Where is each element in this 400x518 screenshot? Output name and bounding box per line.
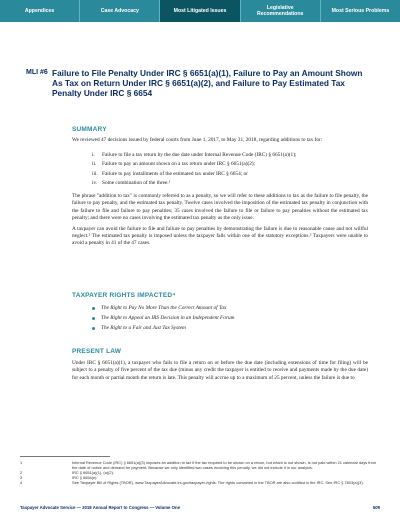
list-number: i. [92,152,95,158]
footnote-number: 3 [20,475,23,480]
summary-paragraph: The phrase "addition to tax" is commonly referred to as a penalty, so we will refer to these additions to tax as the failure to file penalty, the failure to pay penalty, and the estimated tax penalty. Twelve cases involved the imposition of the estimated tax penalty in conjunction with the failure to file and failure to pay penalties; 35 cases involved the failure to file or failure to pay penalties without the estimated tax penalty; and there were no cases involving the estimated tax penalty as the only issue. [72,193,368,222]
footnotes [20,460,380,485]
list-item [92,151,362,160]
bullet-icon [92,317,95,320]
right-text: The Right to a Fair and Just Tax System [101,325,186,331]
list-item [92,313,352,323]
footnote-text: Internal Revenue Code (IRC) § 6651(a)(3) imposes an addition to tax if the tax required to be shown on a return, but which is not shown, is not paid within 21 calendar days from the date of notice and demand for payment. Because we only identified two cases involving this penalty, we did not include it in our analysis. [72,460,377,470]
tab-legislative-recommendations[interactable]: Legislative Recommendations [241,0,321,22]
section-tabs [0,0,400,22]
footnote [20,480,380,485]
list-item [92,303,352,313]
present-law-heading: PRESENT LAW [72,348,122,355]
tab-most-litigated-issues[interactable]: Most Litigated Issues [160,0,240,22]
summary-heading: SUMMARY [72,126,107,133]
list-number: iv. [92,180,98,187]
footnote-number: 4 [20,480,23,485]
rights-heading: TAXPAYER RIGHTS IMPACTED⁴ [72,292,176,299]
footnote-text: IRC § 6651(a)(1), (a)(2). [72,470,114,475]
list-number: iii. [92,170,98,177]
page-heading [26,68,372,99]
summary-body [72,193,368,251]
bullet-icon [92,327,95,330]
footnote-text: See Taxpayer Bill of Rights (TBOR), www.TaxpayerAdvocate.irs.gov/taxpayer-rights. The rights contained in the TBOR are also codified in the IRC. See IRC § 7803(a)(3). [72,480,364,485]
rights-list [92,303,352,333]
tab-appendices[interactable]: Appendices [0,0,80,22]
footnote-divider [20,456,110,457]
right-text: The Right to Pay No More Than the Correct Amount of Tax [101,305,227,311]
right-text: The Right to Appeal an IRS Decision in an Independent Forum [101,315,235,321]
bullet-icon [92,307,95,310]
tab-case-advocacy[interactable]: Case Advocacy [80,0,160,22]
summary-intro [72,137,368,147]
page-number: 509 [372,505,380,510]
list-item [92,160,362,169]
mli-label: MLI #6 [26,69,48,76]
list-text: Failure to pay installments of the estimated tax under IRC § 6654; or [102,170,248,177]
present-law-body [72,360,368,385]
list-item [92,323,352,333]
footnote-number: 1 [20,460,23,465]
summary-intro-text: We reviewed 47 decisions issued by federal courts from June 1, 2017, to May 31, 2018, regarding additions to tax for: [72,137,323,143]
list-item [92,170,362,179]
page-footer [20,505,380,510]
summary-paragraph: A taxpayer can avoid the failure to file and failure to pay penalties by demonstrating the failure is due to reasonable cause and not willful neglect.² The estimated tax penalty is imposed unless the taxpayer falls within one of the statutory exceptions.³ Taxpayers were unable to avoid a penalty in 41 of the 47 cases. [72,225,368,247]
penalty-list [92,151,362,189]
footnote [20,460,380,470]
list-number: ii. [92,161,97,168]
list-text: Failure to pay an amount shown on a tax return under IRC § 6651(a)(2); [102,161,256,168]
list-text: Failure to file a tax return by the due date under Internal Revenue Code (IRC) § 6651(a)(1); [102,152,297,158]
list-item [92,179,362,188]
footer-source: Taxpayer Advocate Service — 2018 Annual Report to Congress — Volume One [20,505,180,510]
tab-most-serious-problems[interactable]: Most Serious Problems [321,0,400,22]
footnote-text: IRC § 6654(e). [72,475,98,480]
list-text: Some combination of the three.¹ [102,180,171,187]
footnote-number: 2 [20,470,23,475]
page-title: Failure to File Penalty Under IRC § 6651(a)(1), Failure to Pay an Amount Shown As Tax on Return Under IRC § 6651(a)(2), and Failure to Pay Estimated Tax Penalty Under IRC § 6654 [52,68,363,99]
present-law-paragraph: Under IRC § 6651(a)(1), a taxpayer who fails to file a return on or before the due date (including extensions of time for filing) will be subject to a penalty of five percent of the tax due (minus any credit the taxpayer is entitled to receive and payments made by the due date) for each month or partial month the return is late. This penalty will accrue up to a maximum of 25 percent, unless the failure is due to [72,360,368,381]
